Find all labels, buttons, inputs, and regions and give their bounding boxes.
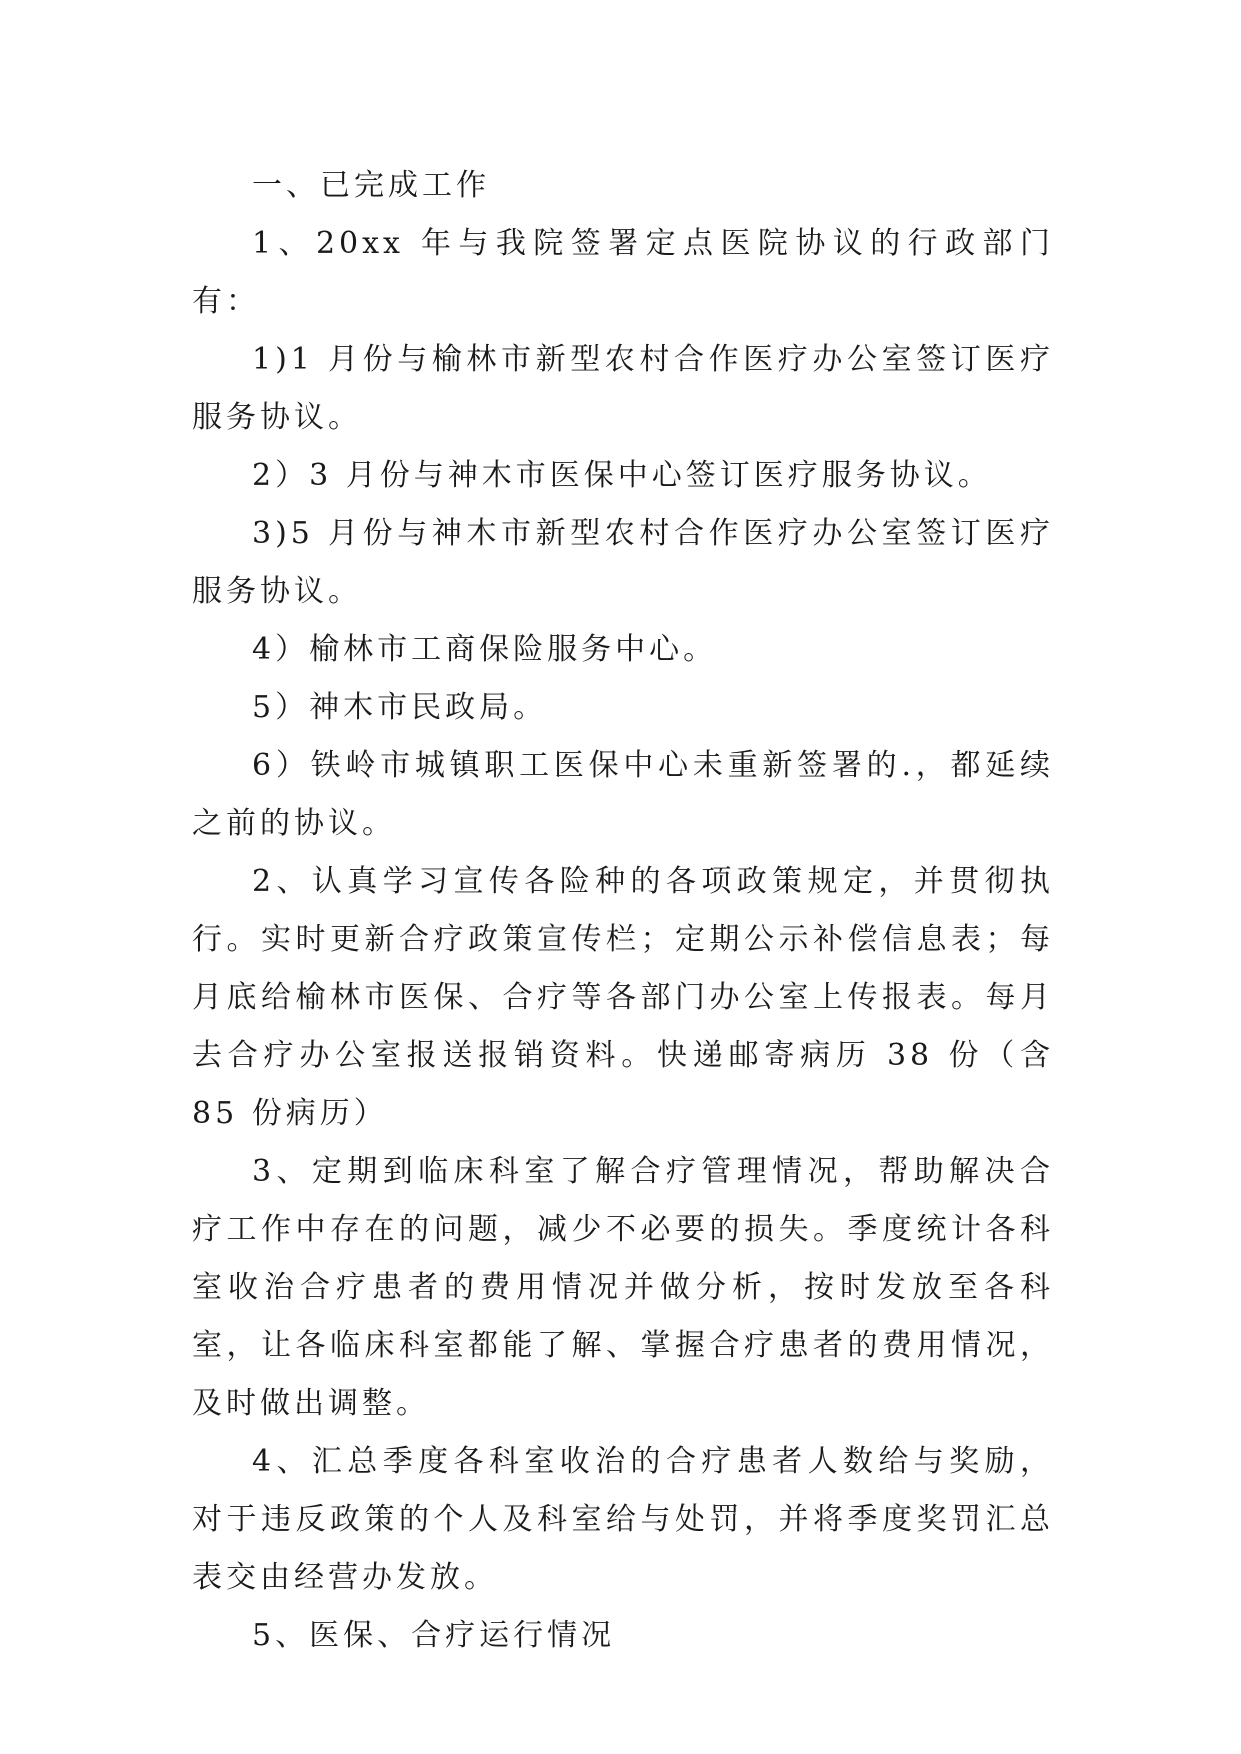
sub-item-3-paragraph: 3)5 月份与神木市新型农村合作医疗办公室签订医疗服务协议。 [192, 516, 1054, 609]
sub-item-5-paragraph: 5）神木市民政局。 [252, 690, 548, 725]
sub-item-4-paragraph: 4）榆林市工商保险服务中心。 [252, 632, 718, 667]
item-1-paragraph: 1、20xx 年与我院签署定点医院协议的行政部门有： [192, 226, 1054, 319]
item-2-paragraph: 2、认真学习宣传各险种的各项政策规定，并贯彻执行。实时更新合疗政策宣传栏；定期公示补偿信息表；每月底给榆林市医保、合疗等各部门办公室上传报表。每月去合疗办公室报送报销资料。快递邮寄病历 38 份（含 85 份病历） [192, 864, 1054, 1131]
section-heading: 一、已完成工作 [252, 168, 490, 203]
item-3-paragraph: 3、定期到临床科室了解合疗管理情况，帮助解决合疗工作中存在的问题，减少不必要的损失。季度统计各科室收治合疗患者的费用情况并做分析，按时发放至各科室，让各临床科室都能了解、掌握合疗患者的费用情况，及时做出调整。 [192, 1154, 1054, 1421]
sub-item-2-paragraph: 2）3 月份与神木市医保中心签订医疗服务协议。 [252, 458, 992, 493]
sub-item-6-paragraph: 6）铁岭市城镇职工医保中心未重新签署的.，都延续之前的协议。 [192, 748, 1054, 841]
item-4-paragraph: 4、汇总季度各科室收治的合疗患者人数给与奖励，对于违反政策的个人及科室给与处罚，并将季度奖罚汇总表交由经营办发放。 [192, 1444, 1054, 1595]
item-5-paragraph: 5、医保、合疗运行情况 [252, 1618, 616, 1653]
document-body [192, 157, 1054, 1665]
sub-item-1-paragraph: 1)1 月份与榆林市新型农村合作医疗办公室签订医疗服务协议。 [192, 342, 1054, 435]
